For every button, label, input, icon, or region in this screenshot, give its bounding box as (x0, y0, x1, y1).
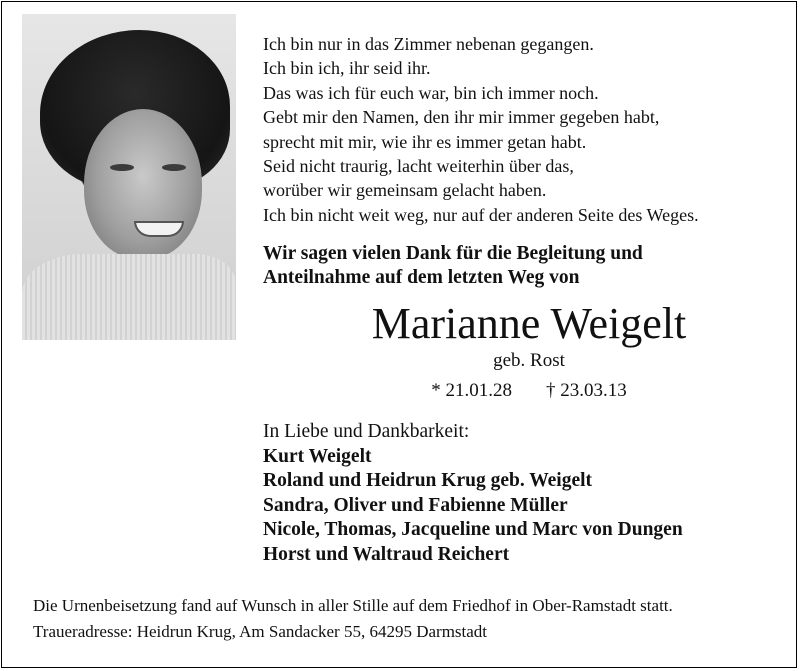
obituary-card (1, 1, 797, 668)
thanks-text (263, 242, 643, 290)
poem-line: worüber wir gemeinsam gelacht haben. (263, 180, 547, 201)
footer-notice (33, 593, 673, 645)
death-date: † 23.03.13 (546, 380, 627, 401)
family-member: Roland und Heidrun Krug geb. Weigelt (263, 470, 593, 492)
poem-line: Ich bin nicht weit weg, nur auf der anderen Seite des Weges. (263, 204, 699, 225)
portrait-eye-right (162, 164, 186, 171)
poem (263, 32, 699, 227)
thanks-line: Anteilnahme auf dem letzten Weg von (263, 267, 580, 288)
poem-line: Ich bin nur in das Zimmer nebenan gegangen. (263, 34, 594, 54)
poem-line: Ich bin ich, ihr seid ihr. (263, 58, 431, 79)
life-dates (263, 378, 795, 404)
poem-line: Das was ich für euch war, bin ich immer noch. (263, 82, 599, 103)
family-member: Kurt Weigelt (263, 445, 372, 467)
birth-date: * 21.01.28 (431, 380, 512, 401)
family-member: Horst und Waltraud Reichert (263, 543, 510, 565)
family-member: Sandra, Oliver und Fabienne Müller (263, 494, 568, 516)
burial-notice: Die Urnenbeisetzung fand auf Wunsch in aller Stille auf dem Friedhof in Ober-Ramstadt statt. (33, 596, 673, 615)
deceased-name: Marianne Weigelt (371, 299, 687, 348)
portrait-photo (22, 14, 236, 340)
family-member: Nicole, Thomas, Jacqueline und Marc von Dungen (263, 519, 683, 541)
poem-line: sprecht mit mir, wie ihr es immer getan habt. (263, 131, 587, 152)
thanks-line: Wir sagen vielen Dank für die Begleitung und (263, 243, 643, 264)
family-intro: In Liebe und Dankbarkeit: (263, 421, 470, 442)
mourning-address: Traueradresse: Heidrun Krug, Am Sandacker 55, 64295 Darmstadt (33, 622, 488, 641)
portrait-shirt (22, 254, 236, 340)
poem-line: Gebt mir den Namen, den ihr mir immer gegeben habt, (263, 107, 660, 128)
maiden-name: geb. Rost (493, 350, 565, 371)
portrait-eye-left (110, 164, 134, 171)
portrait-face (84, 109, 202, 259)
poem-line: Seid nicht traurig, lacht weiterhin über das, (263, 156, 574, 177)
family-signatures (263, 420, 683, 568)
